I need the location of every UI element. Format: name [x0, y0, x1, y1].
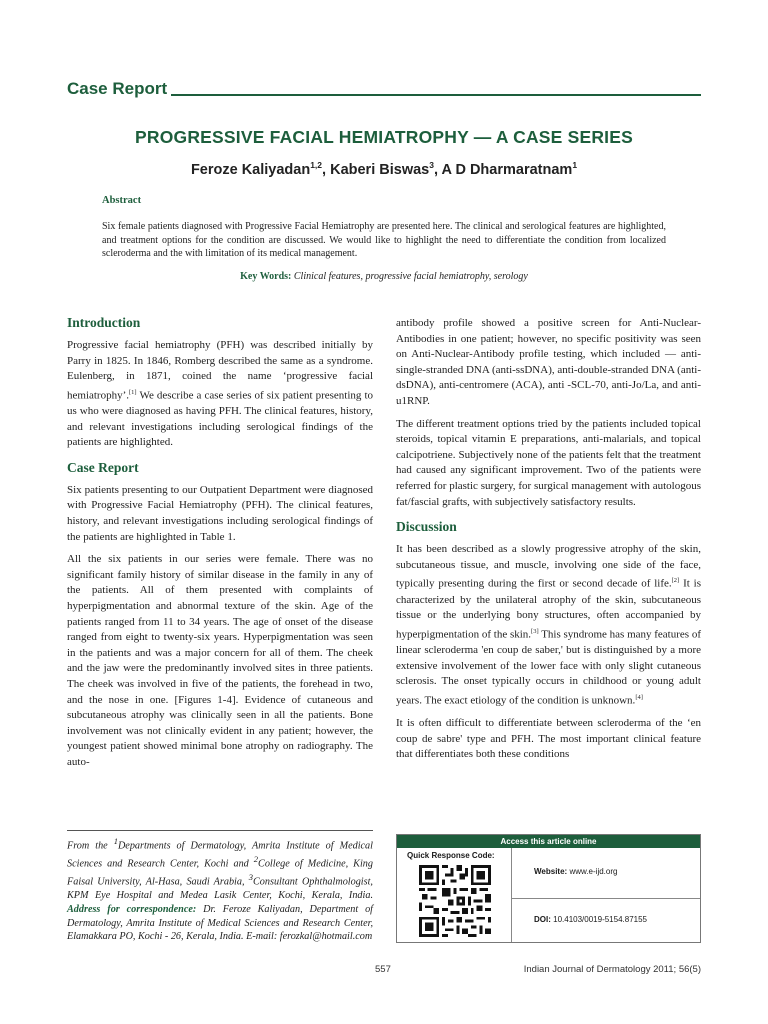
- author-affiliation-sup: 3: [429, 160, 434, 170]
- case-report-paragraph: antibody profile showed a positive screen for Anti-Nuclear-Antibodies in one patient; however, no specific positivity was seen on Anti-Nuclear-Antibody profile testing, which included — anti-single-stranded DNA (anti-ssDNA), anti-double-stranded DNA (anti-dsDNA), anti-centromere (ACA), anti -SCL-70, anti-Jo/La, and anti-u1RNP.: [396, 317, 701, 407]
- access-online-box: [396, 834, 701, 943]
- author-name: Kaberi Biswas: [330, 161, 430, 178]
- qr-code-icon[interactable]: [419, 865, 491, 937]
- author-list: [60, 160, 708, 178]
- citation-ref: [2]: [671, 577, 680, 585]
- keywords: [60, 271, 708, 282]
- citation-ref: [3]: [531, 627, 539, 635]
- section-label: Case Report: [67, 79, 168, 98]
- website-link[interactable]: [534, 867, 617, 876]
- introduction-heading: Introduction: [67, 315, 141, 330]
- text-run: College of Medicine, King Faisal University, Al-Hasa, Saudi Arabia,: [67, 858, 373, 888]
- keywords-label: Key Words:: [240, 271, 292, 282]
- left-column: [67, 314, 373, 778]
- text-run: It has been described as a slowly progressive atrophy of the skin, subcutaneous tissue, and muscle, involving one side of the face, typically presenting during the first or second decade of life.: [396, 543, 701, 590]
- access-box-header: Access this article online: [397, 835, 700, 848]
- discussion-paragraph: [396, 542, 701, 709]
- website-label: Website:: [534, 867, 568, 876]
- qr-cell: [397, 848, 512, 942]
- affiliation-footnote: [67, 830, 373, 944]
- keywords-text: Clinical features, progressive facial hemiatrophy, serology: [293, 271, 528, 282]
- author-separator: ,: [433, 161, 442, 178]
- case-report-paragraph: The different treatment options tried by the patients included topical steroids, topical vitamin E preparations, anti-malarials, and topical calcipotriene. Subjectively none of the patients felt that the treatment had caused any significant improvement. Two of the patients were referred for plastic surgery, for surgical management with autologous fat/fascial grafts, with subjectively satisfactory results.: [396, 417, 701, 508]
- abstract-text: Six female patients diagnosed with Progressive Facial Hemiatrophy are presented here. The clinical and serological features are highlighted, and treatment options for the condition are discussed. We would like to highlight the need to differentiate the condition from localized scleroderma and the with limitation of its medical management.: [102, 221, 666, 259]
- text-run: We describe a case series of six patient presenting to us who were diagnosed as having PFH. The clinical features, history, and relevant investigations including serological findings of the patients are highlighted.: [67, 389, 373, 449]
- doi-value: 10.4103/0019-5154.87155: [553, 915, 647, 924]
- affiliation-sup: 2: [253, 854, 259, 865]
- doi-cell: [512, 899, 700, 942]
- qr-label: Quick Response Code:: [407, 851, 495, 860]
- text-run: Departments of Dermatology, Amrita Institute of Medical Sciences and Research Center, Kochi and: [67, 840, 373, 870]
- text-run: Progressive facial hemiatrophy (PFH) was described initially by Parry in 1825. In 1846, Romberg described the same as a syndrome. Eulenberg, in 1871, coined the name ‘progressive facial hemiatrophy’.: [67, 339, 373, 402]
- author-affiliation-sup: 1,2: [310, 160, 323, 170]
- article-title: PROGRESSIVE FACIAL HEMIATROPHY — A CASE SERIES: [135, 127, 633, 147]
- text-run: Consultant Ophthalmologist, KPM Eye Hospital and Medea Lasik Center, Kochi, Kerala, India.: [67, 876, 373, 902]
- text-run: From the: [67, 840, 114, 852]
- website-value: www.e-ijd.org: [569, 867, 618, 876]
- affiliation-sup: 3: [248, 872, 253, 883]
- citation-ref: [1]: [129, 388, 137, 396]
- discussion-heading: Discussion: [396, 519, 457, 535]
- doi-label: DOI:: [534, 915, 551, 924]
- case-report-paragraph: Six patients presenting to our Outpatient Department were diagnosed with Progressive Facial Hemiatrophy (PFH). The clinical features, history, and relevant investigations including serological findings of the patients are highlighted in Table 1.: [67, 483, 373, 543]
- author-name: Feroze Kaliyadan: [190, 161, 311, 178]
- text-run: This syndrome has many features of linear scleroderma 'en coup de saber,' but is distinguished by a more extensive involvement of the lower face with only slight cutaneous sclerosis. The onset typically occurs in childhood or young adult years. The exact etiology of the condition is unknown.: [396, 628, 701, 707]
- right-column: [396, 316, 701, 770]
- website-cell: [512, 848, 700, 899]
- author-separator: ,: [322, 161, 331, 178]
- correspondence-text: Dr. Feroze Kaliyadan, Department of Dermatology, Amrita Institute of Medical Sciences and Research Center, Elamakkara PO, Kochi - 26, Kerala, India. E-mail: ferozkal@hotmail.com: [67, 903, 374, 943]
- journal-citation: Indian Journal of Dermatology 2011; 56(5): [523, 964, 701, 975]
- affiliation-sup: 1: [113, 836, 118, 846]
- introduction-paragraph: [67, 338, 373, 451]
- page-number: 557: [375, 964, 391, 975]
- author-affiliation-sup: 1: [572, 160, 578, 170]
- abstract-heading: Abstract: [102, 195, 142, 206]
- doi-link[interactable]: [534, 915, 647, 924]
- section-rule: [171, 94, 701, 96]
- text-run: It is characterized by the unilateral atrophy of the skin, subcutaneous tissue or the underlying bony structures, often accompanied by hyperpigmentation of the skin.: [396, 577, 701, 641]
- case-report-paragraph: All the six patients in our series were female. There was no significant family history of similar disease in the family in any of the patients. All of them presented with complaints of hyperpigmentation and abnormal texture of the skin. Age of the patients ranged from 11 to 34 years. The age of onset of the disease ranged from eight to twenty-six years. Hyperpigmentation was seen in the patients and was a major concern for all of them. The cheek and the jaw were the predominantly involved sites in three patients. The cheek was involved in five of the patients, the forehead in two, and the nose in one. [Figures 1-4]. Evidence of cutaneous and subcutaneous atrophy was clinically seen in all the patients. Bone involvement was not clinically evident in any patient; however, the youngest patient showed minimal bone atrophy on radiography. The auto-: [67, 553, 373, 768]
- section-header: [67, 76, 701, 98]
- author-name: A D Dharmaratnam: [441, 161, 573, 178]
- discussion-paragraph: It is often difficult to differentiate between scleroderma of the ‘en coup de sabre' type and PFH. The most important clinical feature that differentiates both these conditions: [396, 717, 701, 761]
- case-report-heading: Case Report: [67, 459, 139, 475]
- citation-ref: [4]: [635, 693, 643, 701]
- correspondence-label: Address for correspondence:: [67, 903, 197, 915]
